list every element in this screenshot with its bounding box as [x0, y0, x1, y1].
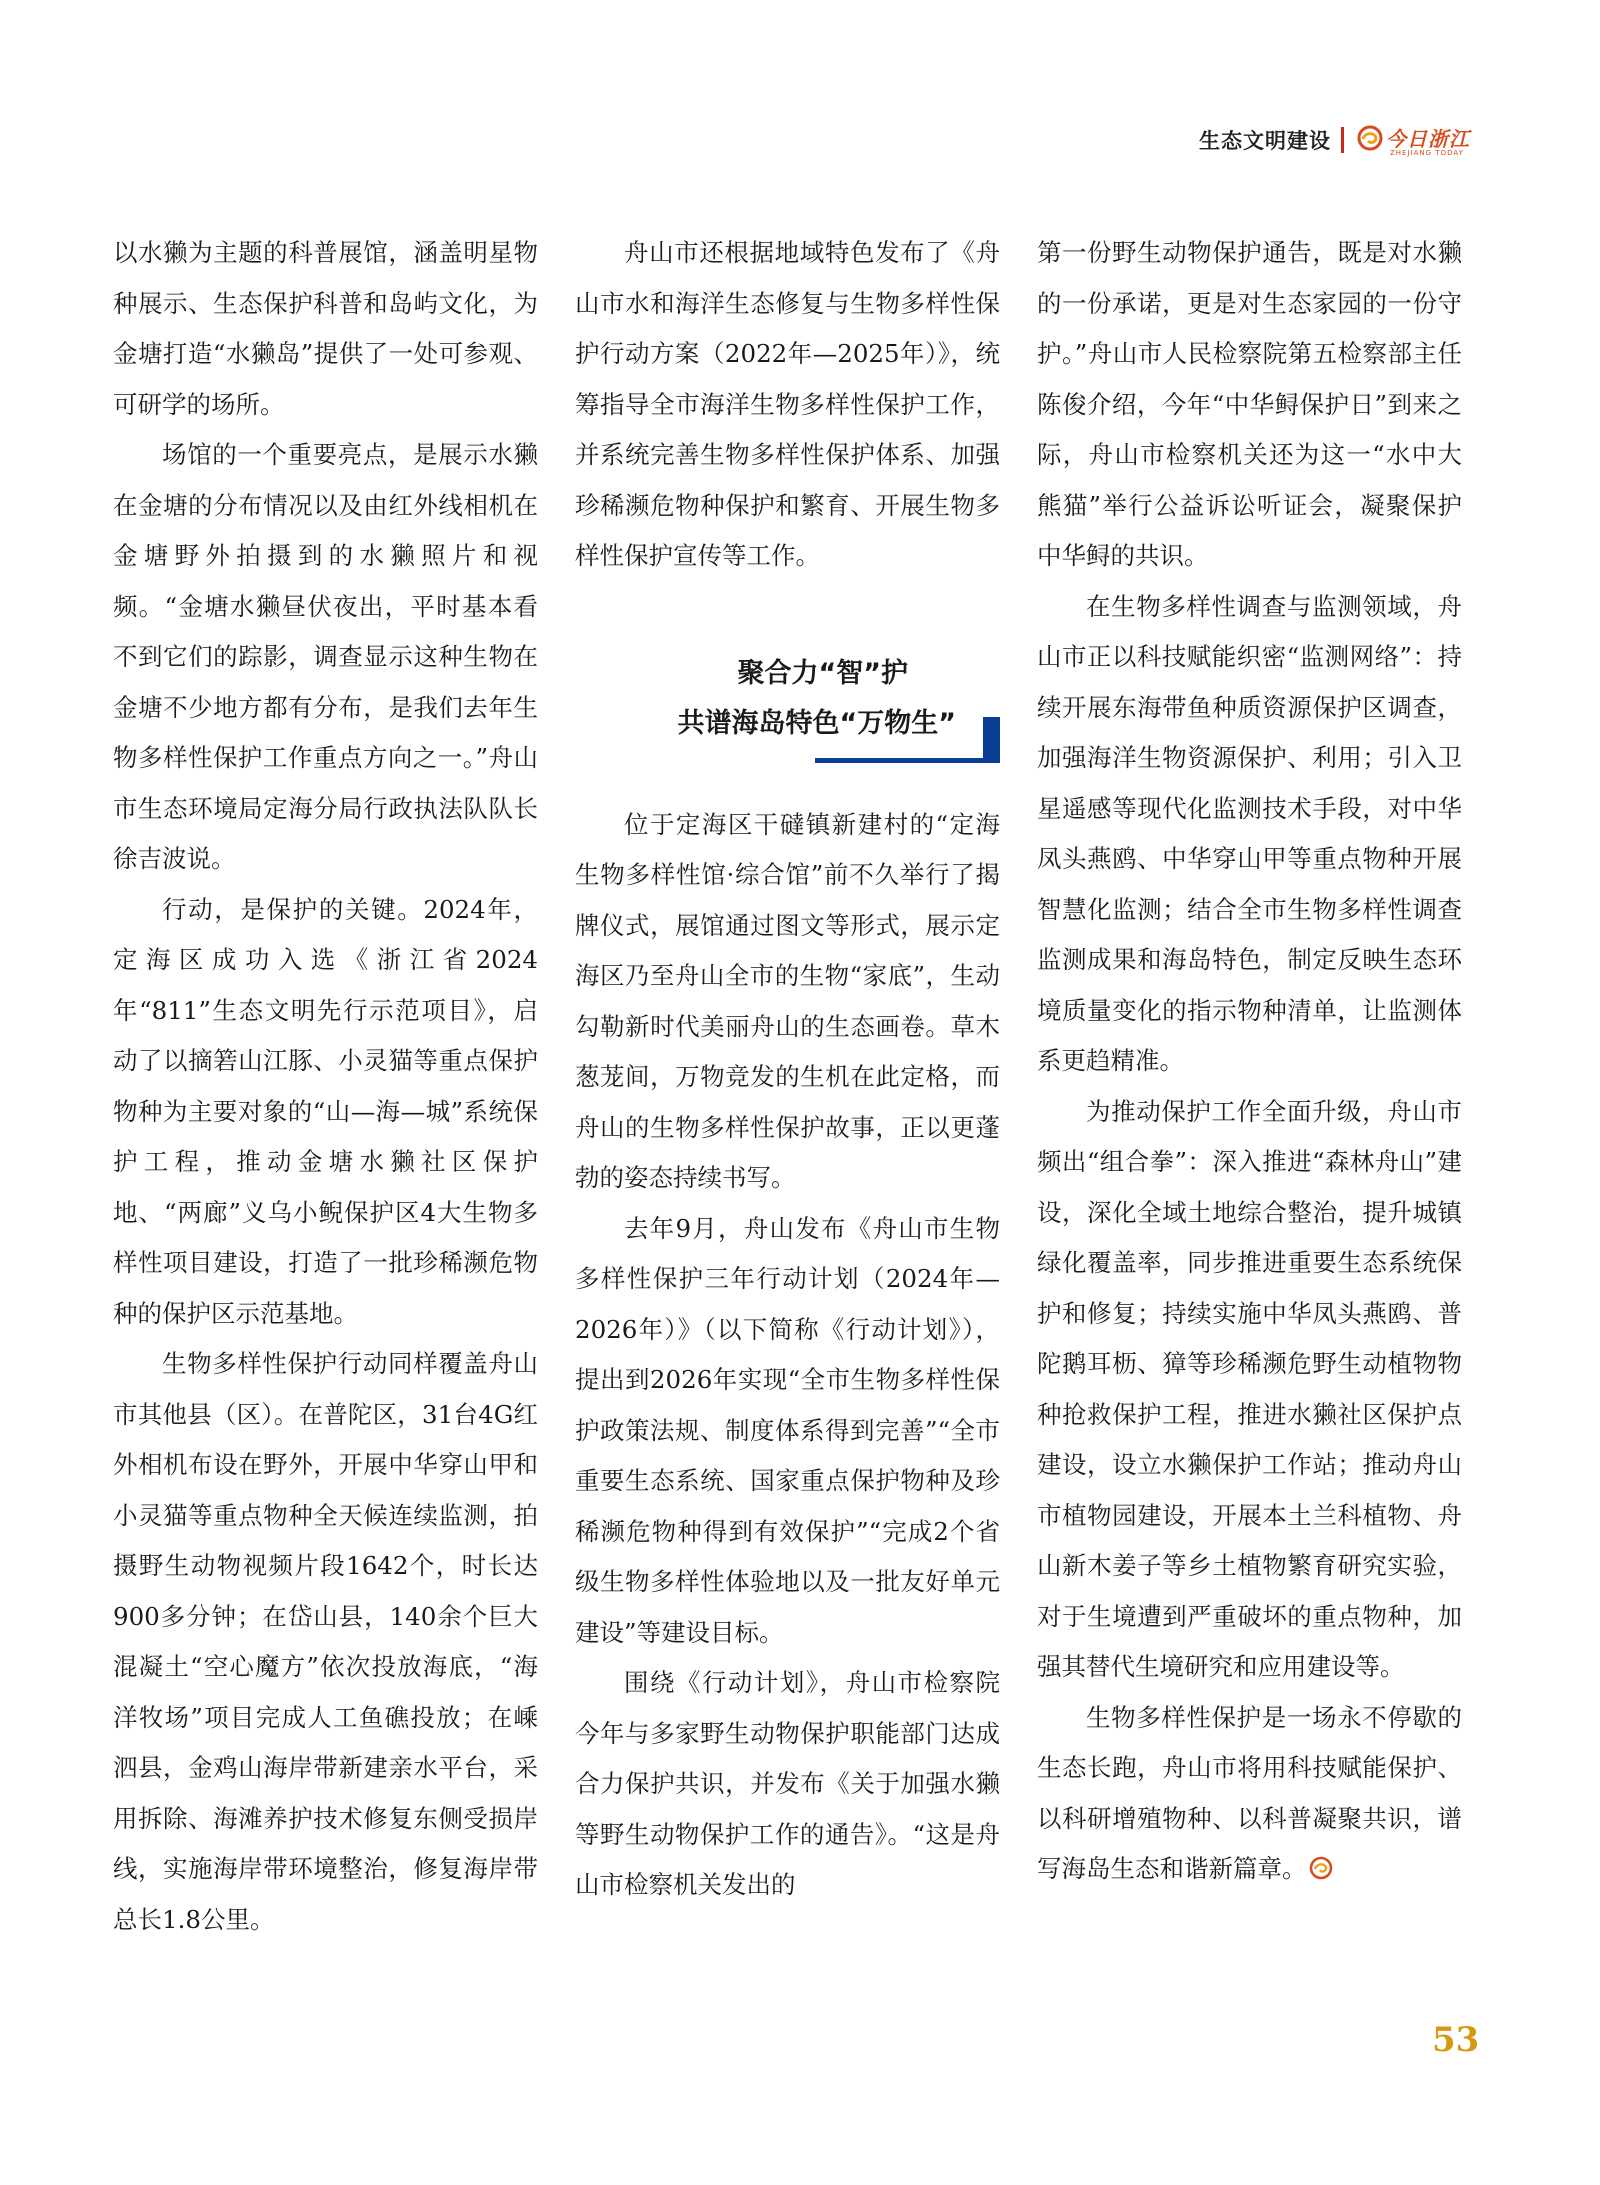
paragraph: 生物多样性保护行动同样覆盖舟山市其他县（区）。在普陀区，31台4G红外相机布设在野外，开展中华穿山甲和小灵猫等重点物种全天候连续监测，拍摄野生动物视频片段1642个，时长达900多分钟；在岱山县，140余个巨大混凝土“空心魔方”依次投放海底，“海洋牧场”项目完成人工鱼礁投放；在嵊泗县，金鸡山海岸带新建亲水平台，采用拆除、海滩养护技术修复东侧受损岸线，实施海岸带环境整治，修复海岸带总长1.8公里。 — [113, 1349, 538, 1934]
paragraph: 舟山市还根据地域特色发布了《舟山市水和海洋生态修复与生物多样性保护行动方案（2022年—2025年）》，统筹指导全市海洋生物多样性保护工作，并系统完善生物多样性保护体系、加强珍稀濒危物种保护和繁育、开展生物多样性保护宣传等工作。 — [575, 238, 1000, 570]
column-2 — [575, 228, 1000, 1911]
paragraph: 场馆的一个重要亮点，是展示水獭在金塘的分布情况以及由红外线相机在金塘野外拍摄到的水獭照片和视频。“金塘水獭昼伏夜出，平时基本看不到它们的踪影，调查显示这种生物在金塘不少地方都有分布，是我们去年生物多样性保护工作重点方向之一。”舟山市生态环境局定海分局行政执法队队长徐吉波说。 — [113, 440, 538, 873]
subheading-underline — [815, 758, 983, 763]
end-of-article-icon — [1309, 1856, 1333, 1880]
subheading-line-2: 共谱海岛特色“万物生” — [677, 707, 956, 739]
paragraph: 以水獭为主题的科普展馆，涵盖明星物种展示、生态保护科普和岛屿文化，为金塘打造“水獭岛”提供了一处可参观、可研学的场所。 — [113, 238, 538, 419]
logo-chinese-text: 今日浙江 — [1386, 127, 1470, 151]
magazine-logo — [1356, 123, 1470, 157]
paragraph: 第一份野生动物保护通告，既是对水獭的一份承诺，更是对生态家园的一份守护。”舟山市人民检察院第五检察部主任陈俊介绍，今年“中华鲟保护日”到来之际，舟山市检察机关还为这一“水中大熊猫”举行公益诉讼听证会，凝聚保护中华鲟的共识。 — [1037, 238, 1462, 570]
subheading-accent-bar — [983, 717, 1000, 763]
paragraph — [1037, 1693, 1462, 1895]
subheading-line-1: 聚合力“智”护 — [737, 657, 908, 689]
column-1 — [113, 228, 538, 1945]
page-number: 53 — [1432, 2020, 1480, 2060]
header-divider — [1341, 127, 1344, 153]
section-title: 生态文明建设 — [1199, 129, 1331, 153]
paragraph: 围绕《行动计划》，舟山市检察院今年与多家野生动物保护职能部门达成合力保护共识，并发布《关于加强水獭等野生动物保护工作的通告》。“这是舟山市检察机关发出的 — [575, 1668, 1000, 1899]
paragraph: 位于定海区干䃮镇新建村的“定海生物多样性馆·综合馆”前不久举行了揭牌仪式，展馆通过图文等形式，展示定海区乃至舟山全市的生物“家底”，生动勾勒新时代美丽舟山的生态画卷。草木葱茏间，万物竞发的生机在此定格，而舟山的生物多样性保护故事，正以更蓬勃的姿态持续书写。 — [575, 809, 1000, 1192]
section-subheading — [575, 652, 1000, 762]
column-3 — [1037, 228, 1462, 1895]
paragraph: 去年9月，舟山发布《舟山市生物多样性保护三年行动计划（2024年—2026年）》（以下简称《行动计划》），提出到2026年实现“全市生物多样性保护政策法规、制度体系得到完善”“全市重要生态系统、国家重点保护物种及珍稀濒危物种得到有效保护”“完成2个省级生物多样性体验地以及一批友好单元建设”等建设目标。 — [575, 1213, 1000, 1647]
logo-swirl-icon — [1356, 124, 1384, 152]
closing-paragraph-text: 生物多样性保护是一场永不停歇的生态长跑，舟山市将用科技赋能保护、以科研增殖物种、以科普凝聚共识，谱写海岛生态和谐新篇章。 — [1037, 1702, 1462, 1883]
paragraph: 行动，是保护的关键。2024年，定海区成功入选《浙江省2024年“811”生态文明先行示范项目》，启动了以摘箬山江豚、小灵猫等重点保护物种为主要对象的“山—海—城”系统保护工程，推动金塘水獭社区保护地、“两廊”义乌小鲵保护区4大生物多样性项目建设，打造了一批珍稀濒危物种的保护区示范基地。 — [113, 894, 538, 1328]
paragraph: 在生物多样性调查与监测领域，舟山市正以科技赋能织密“监测网络”：持续开展东海带鱼种质资源保护区调查，加强海洋生物资源保护、利用；引入卫星遥感等现代化监测技术手段，对中华凤头燕鸥、中华穿山甲等重点物种开展智慧化监测；结合全市生物多样性调查监测成果和海岛特色，制定反映生态环境质量变化的指示物种清单，让监测体系更趋精准。 — [1037, 591, 1462, 1075]
page-header — [1199, 118, 1470, 162]
logo-english-text: ZHEJIANG TODAY — [1390, 149, 1464, 157]
paragraph: 为推动保护工作全面升级，舟山市频出“组合拳”：深入推进“森林舟山”建设，深化全域土地综合整治，提升城镇绿化覆盖率，同步推进重要生态系统保护和修复；持续实施中华凤头燕鸥、普陀鹅耳枥、獐等珍稀濒危野生动植物物种抢救保护工程，推进水獭社区保护点建设，设立水獭保护工作站；推动舟山市植物园建设，开展本土兰科植物、舟山新木姜子等乡土植物繁育研究实验，对于生境遭到严重破坏的重点物种，加强其替代生境研究和应用建设等。 — [1037, 1096, 1462, 1681]
